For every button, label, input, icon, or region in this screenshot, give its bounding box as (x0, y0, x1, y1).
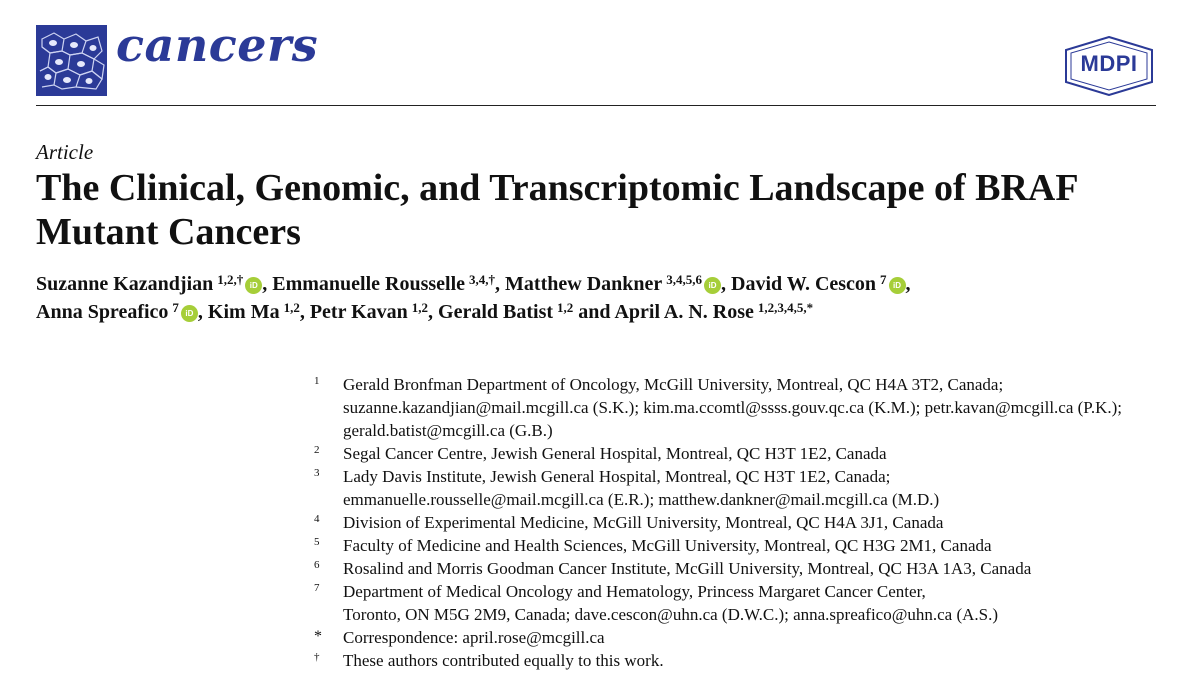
author (272, 273, 495, 295)
affiliation-text: Segal Cancer Centre, Jewish General Hospital, Montreal, QC H3T 1E2, Canada (343, 444, 887, 463)
affiliation-number: 6 (314, 559, 320, 571)
affiliation-text: Department of Medical Oncology and Hematology, Princess Margaret Cancer Center, (343, 582, 926, 601)
author-separator: , (721, 273, 727, 295)
correspondence-note (310, 626, 1180, 649)
author-affiliation-marks: 7 (880, 272, 887, 287)
article-title: The Clinical, Genomic, and Transcriptomic Landscape of BRAF Mutant Cancers (36, 167, 1078, 253)
affiliation-number: 5 (314, 536, 320, 548)
affiliation-emails[interactable]: gerald.batist@mcgill.ca (G.B.) (343, 421, 553, 440)
author-separator: and (573, 301, 611, 323)
author-name: David W. Cescon (731, 273, 877, 295)
author (208, 301, 300, 323)
equal-contribution-note (310, 649, 1180, 672)
dagger-mark: † (314, 651, 320, 663)
affiliation-item (310, 580, 1180, 626)
author-name: Petr Kavan (309, 301, 408, 323)
author-affiliation-marks: 1,2 (411, 300, 429, 315)
author-line (36, 298, 1166, 326)
affiliation-number: 1 (314, 375, 320, 387)
publisher-name: MDPI (1080, 51, 1138, 76)
author-affiliation-marks: 7 (172, 300, 179, 315)
author (36, 301, 198, 323)
author-name: Gerald Batist (438, 301, 554, 323)
affiliation-text: Faculty of Medicine and Health Sciences, McGill University, Montreal, QC H3G 2M1, Canada (343, 536, 992, 555)
journal-logo[interactable] (36, 25, 107, 96)
author (731, 273, 906, 295)
cell-cluster-icon (36, 25, 107, 96)
affiliation-text: Lady Davis Institute, Jewish General Hospital, Montreal, QC H3T 1E2, Canada; (343, 467, 891, 486)
affiliation-item (310, 534, 1180, 557)
orcid-icon[interactable]: iD (181, 305, 198, 322)
author-separator: , (299, 301, 305, 323)
journal-name[interactable]: cancers (116, 18, 319, 72)
affiliation-text: Gerald Bronfman Department of Oncology, McGill University, Montreal, QC H4A 3T2, Canada; (343, 375, 1004, 394)
author-separator: , (262, 273, 268, 295)
author-separator: , (905, 273, 911, 295)
author-list (36, 270, 1166, 326)
header-divider (36, 105, 1156, 106)
author-separator: , (428, 301, 434, 323)
author-name: Matthew Dankner (505, 273, 663, 295)
author-line (36, 270, 1166, 298)
author-name: April A. N. Rose (614, 301, 754, 323)
author (438, 301, 573, 323)
author-affiliation-marks: 1,2 (557, 300, 574, 315)
correspondence-mark: * (314, 628, 322, 645)
affiliation-item (310, 442, 1180, 465)
orcid-icon[interactable]: iD (889, 277, 906, 294)
orcid-icon[interactable]: iD (704, 277, 721, 294)
affiliation-item (310, 511, 1180, 534)
author (505, 273, 721, 295)
affiliation-item (310, 557, 1180, 580)
affiliation-item (310, 465, 1180, 511)
author-separator: , (495, 273, 501, 295)
affiliation-text: Division of Experimental Medicine, McGill University, Montreal, QC H4A 3J1, Canada (343, 513, 944, 532)
equal-contribution-text: These authors contributed equally to this work. (343, 651, 664, 670)
author (36, 273, 262, 295)
affiliation-number: 3 (314, 467, 320, 479)
affiliation-emails[interactable]: Toronto, ON M5G 2M9, Canada; dave.cescon@uhn.ca (D.W.C.); anna.spreafico@uhn.ca (A.S.) (343, 605, 999, 624)
author-affiliation-marks: 1,2 (283, 300, 300, 315)
orcid-icon[interactable]: iD (245, 277, 262, 294)
author-affiliation-marks: 1,2,† (217, 272, 244, 287)
author-affiliation-marks: 3,4,5,6 (666, 272, 703, 287)
author-separator: , (197, 301, 203, 323)
article-type: Article (36, 140, 94, 164)
affiliation-number: 4 (314, 513, 320, 525)
author (614, 301, 813, 323)
affiliation-list (310, 373, 1180, 672)
affiliation-emails[interactable]: suzanne.kazandjian@mail.mcgill.ca (S.K.); kim.ma.ccomtl@ssss.gouv.qc.ca (K.M.); petr.kavan@mcgill.ca (P.K.); (343, 398, 1123, 417)
author-name: Emmanuelle Rousselle (272, 273, 466, 295)
author-affiliation-marks: 1,2,3,4,5,* (757, 300, 814, 315)
affiliation-number: 2 (314, 444, 320, 456)
author-affiliation-marks: 3,4,† (469, 272, 496, 287)
author-name: Kim Ma (207, 301, 280, 323)
correspondence-email[interactable]: Correspondence: april.rose@mcgill.ca (343, 628, 605, 647)
affiliation-item (310, 373, 1180, 442)
affiliation-text: Rosalind and Morris Goodman Cancer Institute, McGill University, Montreal, QC H3A 1A3, Canada (343, 559, 1032, 578)
affiliation-emails[interactable]: emmanuelle.rousselle@mail.mcgill.ca (E.R.); matthew.dankner@mail.mcgill.ca (M.D.) (343, 490, 940, 509)
affiliation-number: 7 (314, 582, 320, 594)
author-name: Suzanne Kazandjian (36, 273, 214, 295)
author (310, 301, 428, 323)
author-name: Anna Spreafico (36, 301, 169, 323)
